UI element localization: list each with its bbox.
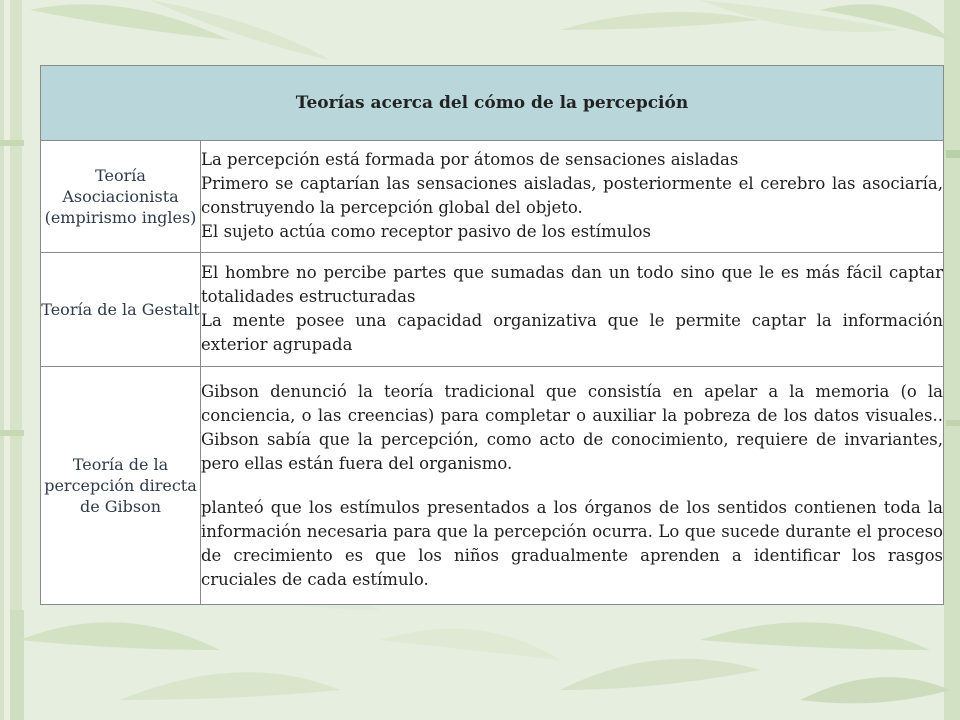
table-title: Teorías acerca del cómo de la percepción bbox=[41, 66, 944, 141]
theory-description-gibson bbox=[201, 367, 944, 605]
perception-theories-table bbox=[40, 65, 944, 605]
paragraph-spacer bbox=[201, 476, 943, 496]
theory-name-gestalt: Teoría de la Gestalt bbox=[41, 252, 201, 366]
theory-name-associationist: Teoría Asociacionista (empirismo ingles) bbox=[41, 141, 201, 252]
description-paragraph: Gibson denunció la teoría tradicional que consistía en apelar a la memoria (o la conciencia, o las creencias) para completar o auxiliar la pobreza de los datos visuales.. Gibson sabía que la percepción, como acto de conocimiento, requiere de invariantes, pero ellas están fuera del organismo. bbox=[201, 381, 943, 473]
table-row bbox=[41, 141, 944, 252]
description-paragraph: El sujeto actúa como receptor pasivo de los estímulos bbox=[201, 222, 651, 242]
description-paragraph: La mente posee una capacidad organizativa que le permite captar la información exterior agrupada bbox=[201, 311, 943, 355]
theory-description-associationist bbox=[201, 141, 944, 252]
theory-name-gibson: Teoría de la percepción directa de Gibson bbox=[41, 367, 201, 605]
description-paragraph: planteó que los estímulos presentados a los órganos de los sentidos contienen toda la información necesaria para que la percepción ocurra. Lo que sucede durante el proceso de crecimiento es que los niños gradualmente aprenden a identificar los rasgos cruciales de cada estímulo. bbox=[201, 497, 943, 589]
description-paragraph: Primero se captarían las sensaciones aisladas, posteriormente el cerebro las asociaría, construyendo la percepción global del objeto. bbox=[201, 174, 943, 218]
table-row bbox=[41, 252, 944, 366]
table-title-row bbox=[41, 66, 944, 141]
theory-description-gestalt bbox=[201, 252, 944, 366]
description-paragraph: La percepción está formada por átomos de sensaciones aisladas bbox=[201, 150, 739, 170]
table-row bbox=[41, 367, 944, 605]
description-paragraph: El hombre no percibe partes que sumadas dan un todo sino que le es más fácil captar totalidades estructuradas bbox=[201, 263, 943, 307]
